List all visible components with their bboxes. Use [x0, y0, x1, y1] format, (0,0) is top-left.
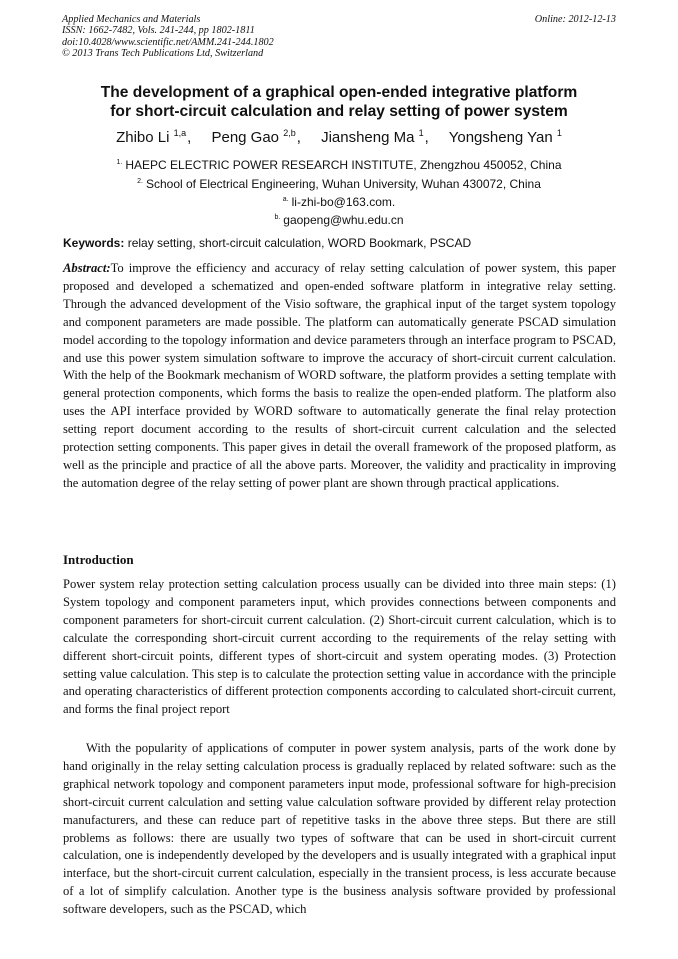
keywords-label: Keywords: — [63, 236, 125, 250]
author-affil-mark: 2,b — [283, 128, 296, 138]
issn-line: ISSN: 1662-7482, Vols. 241-244, pp 1802-1811 — [62, 25, 255, 37]
author-name: Jiansheng Ma — [321, 129, 415, 146]
affiliation-text: School of Electrical Engineering, Wuhan University, Wuhan 430072, China — [145, 177, 541, 191]
title-line-1: The development of a graphical open-ended integrative platform — [100, 84, 578, 101]
title-line-2: for short-circuit calculation and relay setting of power system — [110, 103, 568, 120]
affiliation-text: HAEPC ELECTRIC POWER RESEARCH INSTITUTE, Zhengzhou 450052, China — [125, 158, 562, 172]
abstract — [63, 260, 616, 493]
journal-name: Applied Mechanics and Materials — [62, 14, 201, 25]
keywords — [63, 236, 616, 251]
author-affil-mark: 1,a — [173, 128, 187, 138]
affiliation-2 — [40, 174, 638, 192]
author-name: Zhibo Li — [116, 129, 170, 146]
author-name: Yongsheng Yan — [448, 129, 553, 146]
introduction-heading: Introduction — [63, 552, 134, 567]
affiliation-1 — [40, 155, 638, 173]
abstract-text: To improve the efficiency and accuracy of relay setting calculation of power system, this paper proposed and developed a schematized and open-ended software platform in integrative relay setting. Through the advanced development of the Visio software, the graphical input of the target system topology and component parameters are made possible. The platform can automatically generate PSCAD simulation model according to the topology information and device parameters through an interface program to PSCAD, and use this power system simulation software to improve the accuracy of short-circuit current calculation. With the help of the Bookmark mechanism of WORD software, the platform provides a setting template with general protection components, which forms the basis to realize the open-ended platform. The platform also uses the API interface provided by WORD software to automatically generate the final relay protection setting report document according to the results of short-circuit current calculation and the selected protection setting components. This paper gives in detail the overall framework of the proposed platform, as well as the principle and practice of all the above parts. Moreover, the validity and practicality in improving the automation degree of the relay setting of power plant are shown through practical applications. — [63, 261, 616, 490]
abstract-label: Abstract: — [63, 261, 111, 275]
email-a — [40, 192, 638, 210]
affiliation-mark: 2. — [137, 178, 143, 185]
author-affil-mark: 1 — [556, 128, 562, 138]
email-b — [40, 210, 638, 228]
author-list: Zhibo Li $^{1,a}$, Peng Gao $^{2,b}$, Jiansheng Ma $^1$, Yongsheng Yan $^1$ — [116, 128, 562, 146]
author-affil-mark: 1 — [418, 128, 424, 138]
online-date: Online: 2012-12-13 — [534, 14, 616, 25]
author-name: Peng Gao — [211, 129, 280, 146]
doi-line: doi:10.4028/www.scientific.net/AMM.241-244.1802 — [62, 36, 274, 48]
affiliation-mark: 1. — [116, 159, 123, 166]
email-mark: a. — [282, 196, 289, 203]
intro-paragraph-1: Power system relay protection setting calculation process usually can be divided into three main steps: (1) System topology and component parameters input, which provides connections between components and component parameters for short-circuit current calculation. (2) Short-circuit current calculation, which is to calculate the corresponding short-circuit current according to the requirements of the relay setting with different short-circuit points, different types of short-circuit and system operating modes. (3) Protection setting value calculation. This step is to calculate the protection setting value in accordance with the principle and operating characteristics of different protection components according to calculated short-circuit current, and forms the final project report — [63, 577, 616, 717]
intro-paragraph-2: With the popularity of applications of computer in power system analysis, parts of the work done by hand originally in the relay setting calculation process is gradually replaced by related software: such as the graphical network topology and component parameters input mode, professional software for high-precision short-circuit current calculation and setting value calculation software provided by different relay protection manufacturers, and these can reduce part of repetitive tasks in the above three steps. But there are still problems as follows: there are usually two types of software that can be used in short-circuit current calculation, one is independently developed by the developers and is usually integrated with a graphical input interface, but the short-circuit current calculation, especially in the transient process, is less accurate because of a lot of simplify calculation. Another type is the business analysis software provided by professional software developers, such as the PSCAD, which — [63, 741, 616, 917]
journal-header — [62, 14, 616, 60]
copyright-line: © 2013 Trans Tech Publications Ltd, Switzerland — [62, 48, 264, 60]
keywords-text: relay setting, short-circuit calculation, WORD Bookmark, PSCAD — [124, 236, 472, 250]
email-text: gaopeng@whu.edu.cn — [283, 213, 404, 227]
email-mark: b. — [274, 214, 281, 221]
email-text: li-zhi-bo@163.com. — [291, 195, 396, 209]
paper-title — [40, 83, 638, 121]
